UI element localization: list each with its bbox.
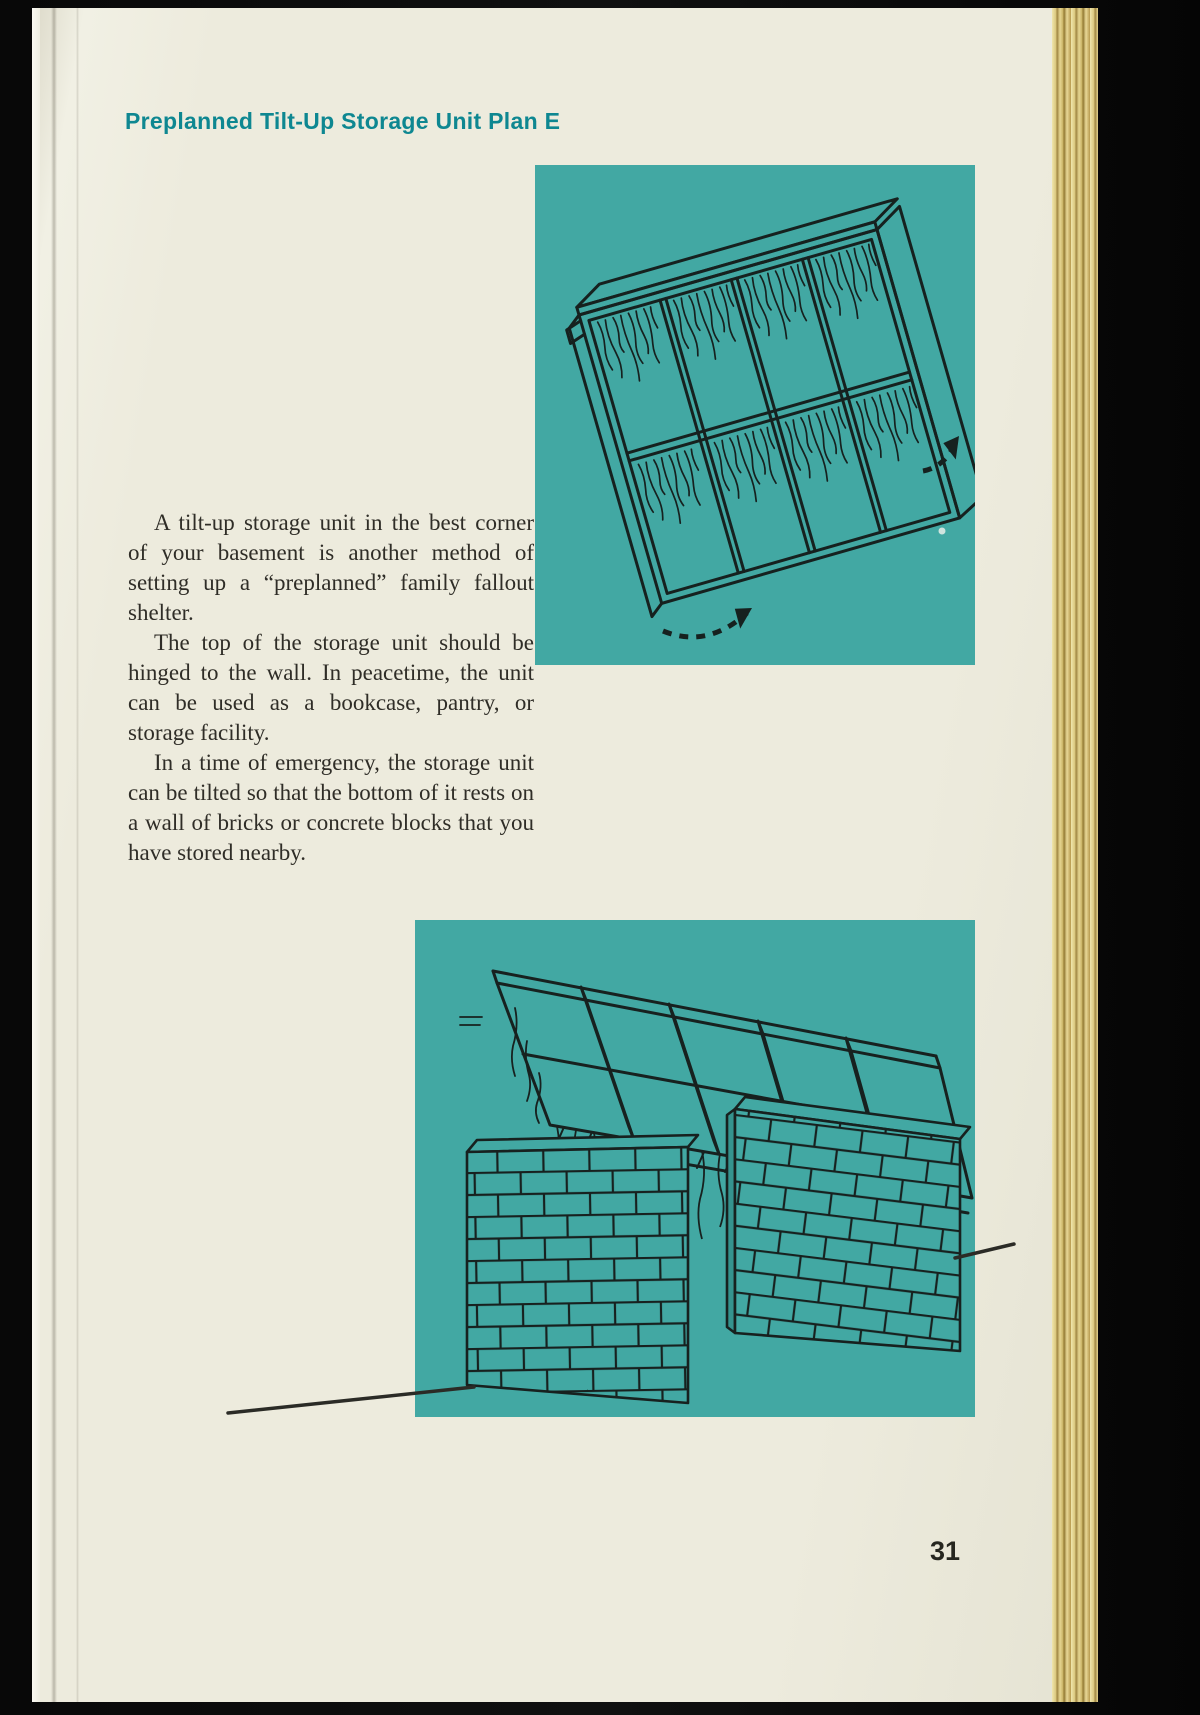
print-speck — [939, 528, 946, 535]
shelf-unit — [557, 199, 975, 618]
book-page — [32, 8, 1058, 1702]
unit-on-brick-walls-drawing — [182, 913, 1062, 1448]
book-fore-edge-pages — [1052, 8, 1098, 1702]
page-number: 31 — [930, 1536, 961, 1566]
brick-wall-right — [727, 1097, 970, 1351]
page-title: Preplanned Tilt-Up Storage Unit Plan E — [125, 108, 561, 134]
tilt-up-storage-unit-drawing — [535, 165, 975, 665]
paragraph-2: The top of the storage unit should be hinged to the wall. In peacetime, the unit can be used as a bookcase, pantry, or storage facility. — [128, 630, 534, 745]
illustration-unit-on-brick-walls — [182, 913, 1062, 1448]
brick-wall-left — [467, 1135, 698, 1403]
page-inner-edge — [32, 8, 40, 1702]
spine-crease-secondary — [76, 8, 79, 1702]
body-text — [128, 508, 534, 868]
illustration-tilt-up-storage-unit — [535, 165, 975, 665]
spine-crease — [51, 8, 57, 1702]
paragraph-3: In a time of emergency, the storage unit can be tilted so that the bottom of it rests on a wall of bricks or concrete blocks that you have stored nearby. — [128, 750, 534, 865]
paragraph-1: A tilt-up storage unit in the best corner of your basement is another method of setting up a “preplanned” family fallout shelter. — [128, 510, 534, 625]
tilt-arrow-bottom-icon — [663, 600, 758, 637]
